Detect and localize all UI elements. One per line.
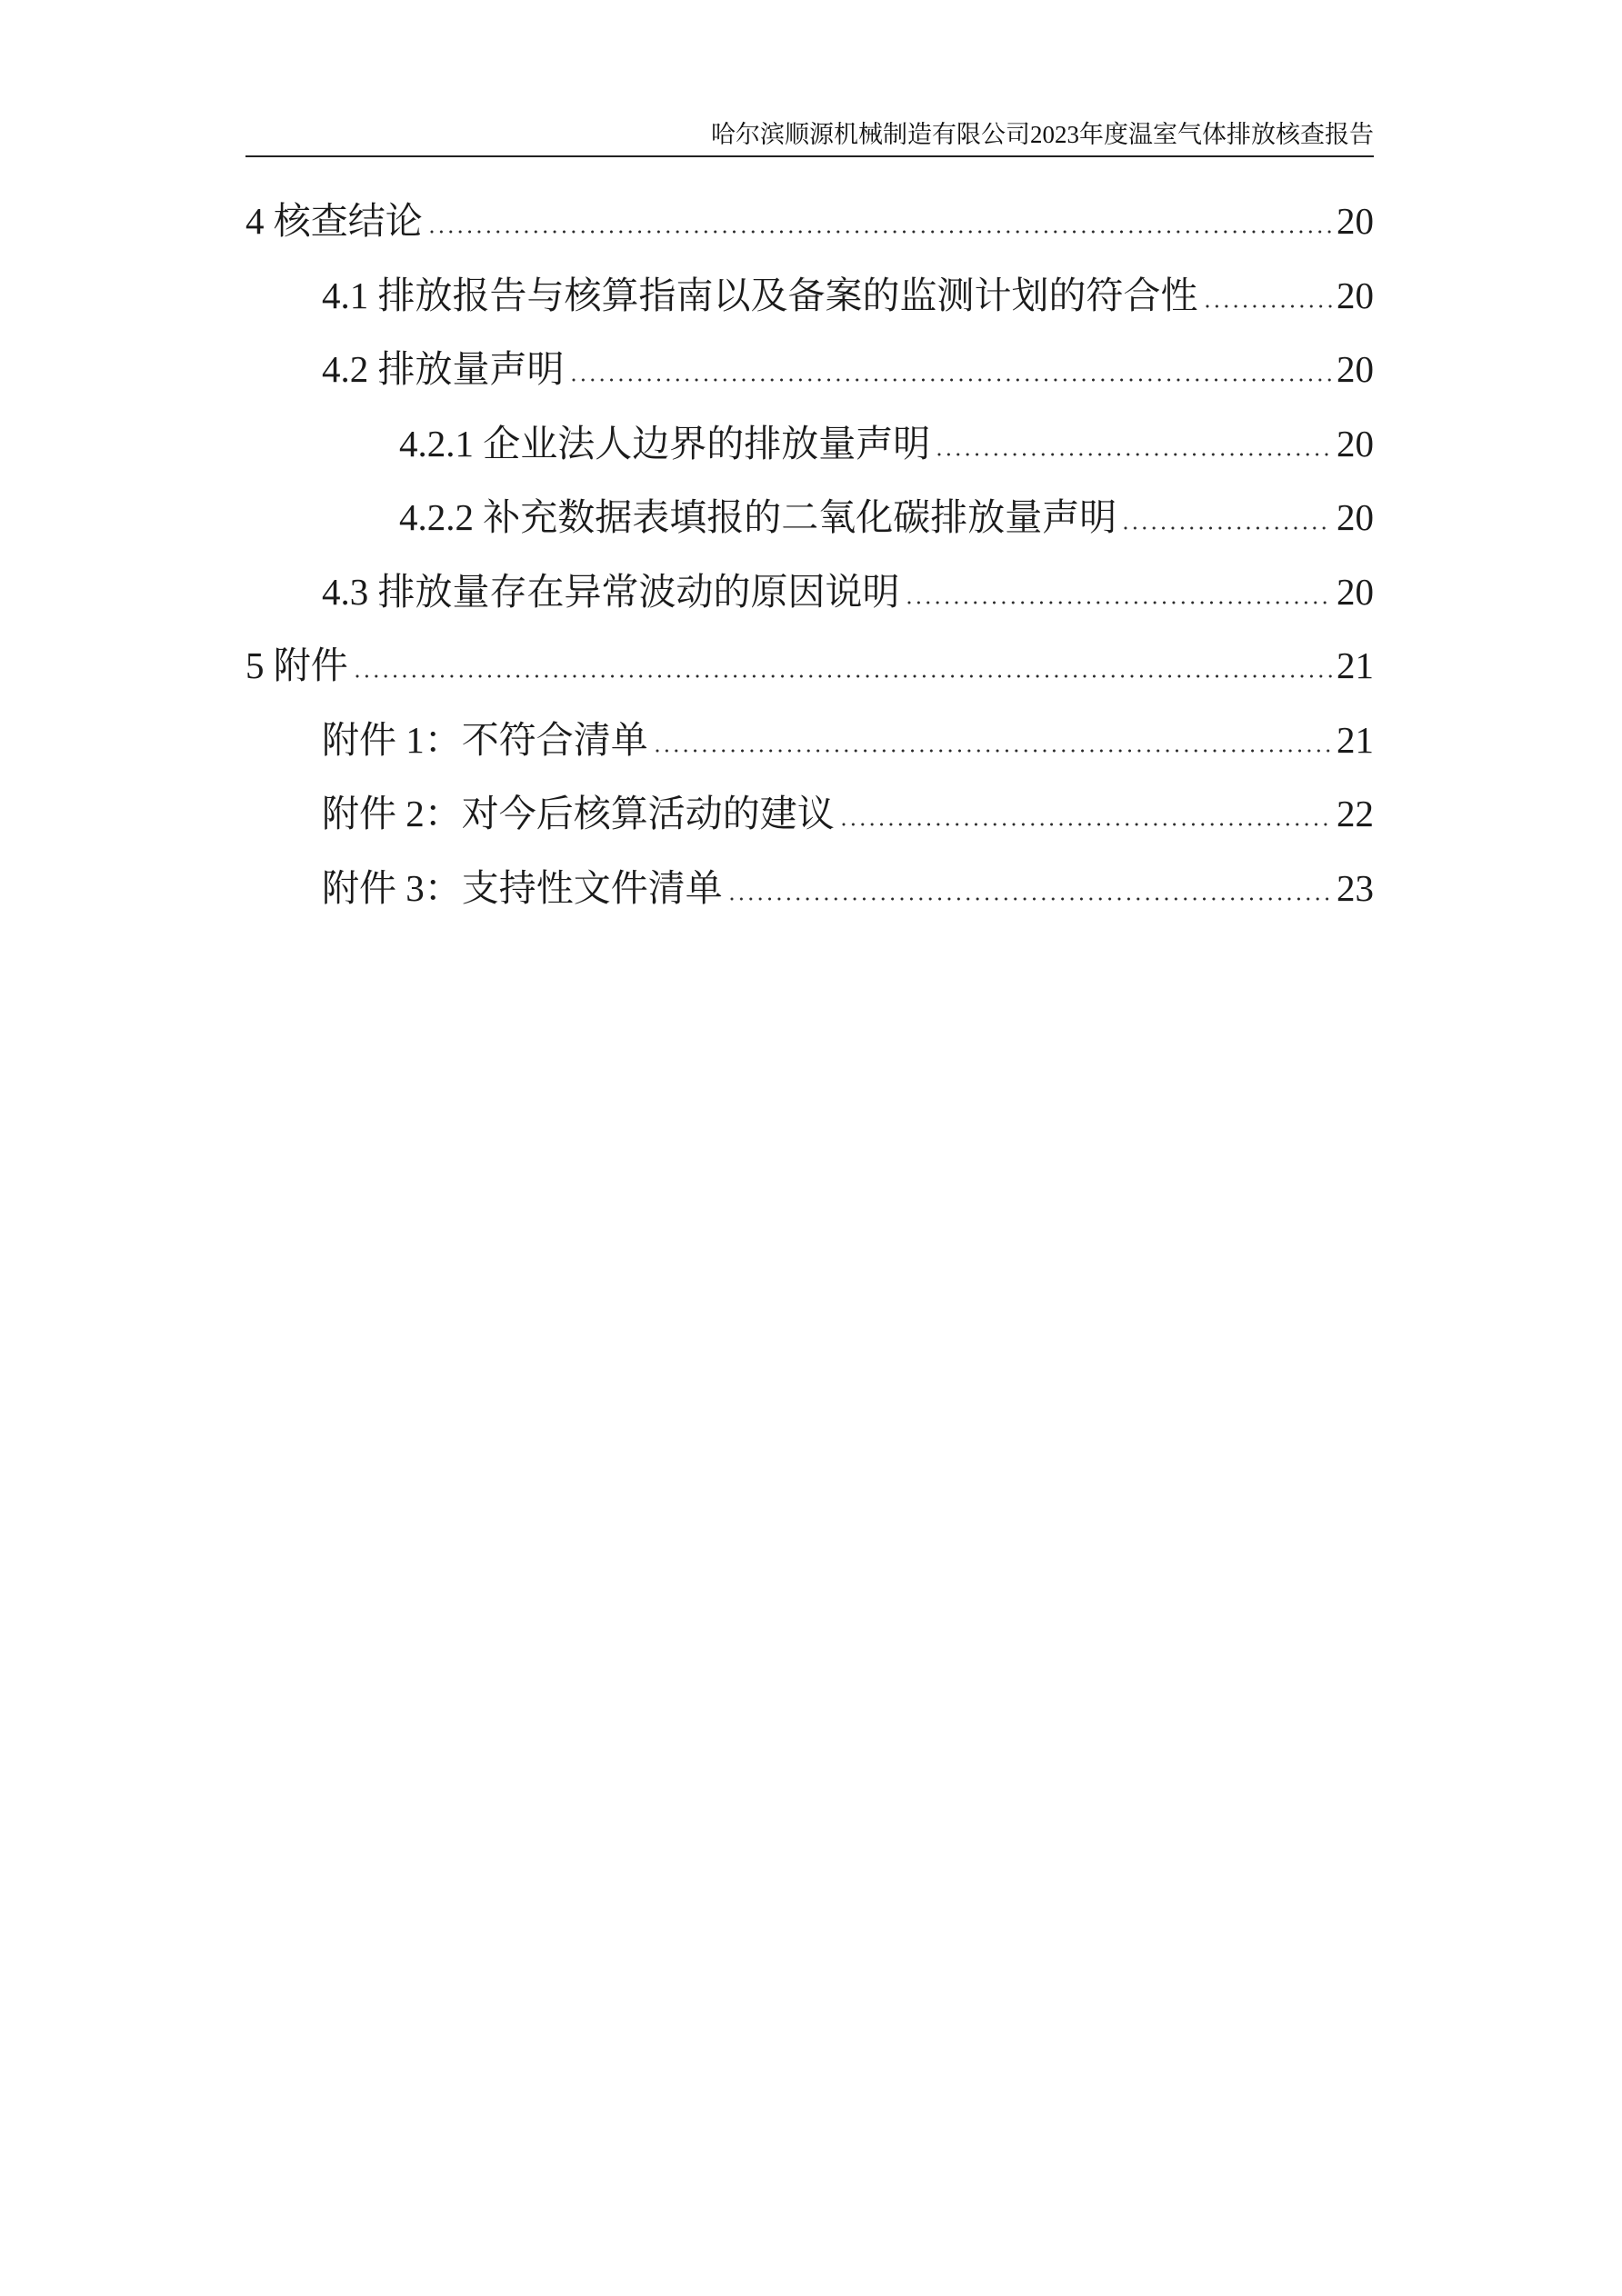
toc-entry-title: 4.1 排放报告与核算指南以及备案的监测计划的符合性 — [322, 274, 1198, 316]
toc-entry-page-number: 20 — [1337, 200, 1374, 242]
dot-leader — [842, 823, 1332, 826]
dot-leader — [355, 674, 1332, 678]
toc-entry-section-4[interactable] — [245, 185, 1374, 259]
toc-entry-title: 4.2 排放量声明 — [322, 348, 565, 390]
dot-leader — [430, 230, 1332, 234]
toc-entry-section-4-2[interactable] — [245, 333, 1374, 407]
toc-entry-title: 附件 2：对今后核算活动的建议 — [322, 793, 835, 834]
toc-entry-page-number: 22 — [1337, 793, 1374, 834]
header-rule — [245, 155, 1374, 157]
dot-leader — [1124, 526, 1332, 530]
toc-entry-page-number: 20 — [1337, 496, 1374, 538]
toc-entry-page-number: 21 — [1337, 718, 1374, 761]
toc-entry-section-4-1[interactable] — [245, 259, 1374, 334]
toc-entry-title: 附件 3：支持性文件清单 — [322, 866, 723, 909]
toc-entry-appendix-3[interactable] — [245, 852, 1374, 926]
toc-entry-page-number: 20 — [1337, 570, 1374, 613]
dot-leader — [937, 453, 1332, 456]
dot-leader — [1206, 304, 1333, 308]
toc-entry-section-4-3[interactable] — [245, 555, 1374, 630]
toc-entry-title: 5 附件 — [245, 644, 348, 686]
toc-entry-title: 4.2.1 企业法人边界的排放量声明 — [399, 422, 931, 464]
dot-leader — [572, 378, 1333, 382]
toc-entry-section-5[interactable] — [245, 629, 1374, 704]
toc-entry-appendix-1[interactable] — [245, 704, 1374, 778]
running-header — [0, 0, 1622, 164]
toc-entry-page-number: 20 — [1337, 348, 1374, 390]
dot-leader — [656, 749, 1332, 753]
toc-entry-title: 4.3 排放量存在异常波动的原因说明 — [322, 570, 900, 613]
toc-entry-page-number: 23 — [1337, 866, 1374, 909]
report-title: 哈尔滨顺源机械制造有限公司2023年度温室气体排放核查报告 — [711, 121, 1374, 148]
dot-leader — [730, 897, 1332, 901]
toc-entry-title: 4 核查结论 — [245, 200, 423, 242]
toc-entry-appendix-2[interactable] — [245, 777, 1374, 852]
toc-entry-page-number: 21 — [1337, 644, 1374, 686]
toc-entry-page-number: 20 — [1337, 274, 1374, 316]
toc-entry-title: 4.2.2 补充数据表填报的二氧化碳排放量声明 — [399, 496, 1117, 538]
table-of-contents — [245, 185, 1374, 925]
toc-entry-section-4-2-2[interactable] — [245, 481, 1374, 555]
toc-entry-section-4-2-1[interactable] — [245, 407, 1374, 482]
toc-entry-title: 附件 1：不符合清单 — [322, 718, 648, 761]
dot-leader — [907, 601, 1333, 604]
toc-entry-page-number: 20 — [1337, 422, 1374, 464]
